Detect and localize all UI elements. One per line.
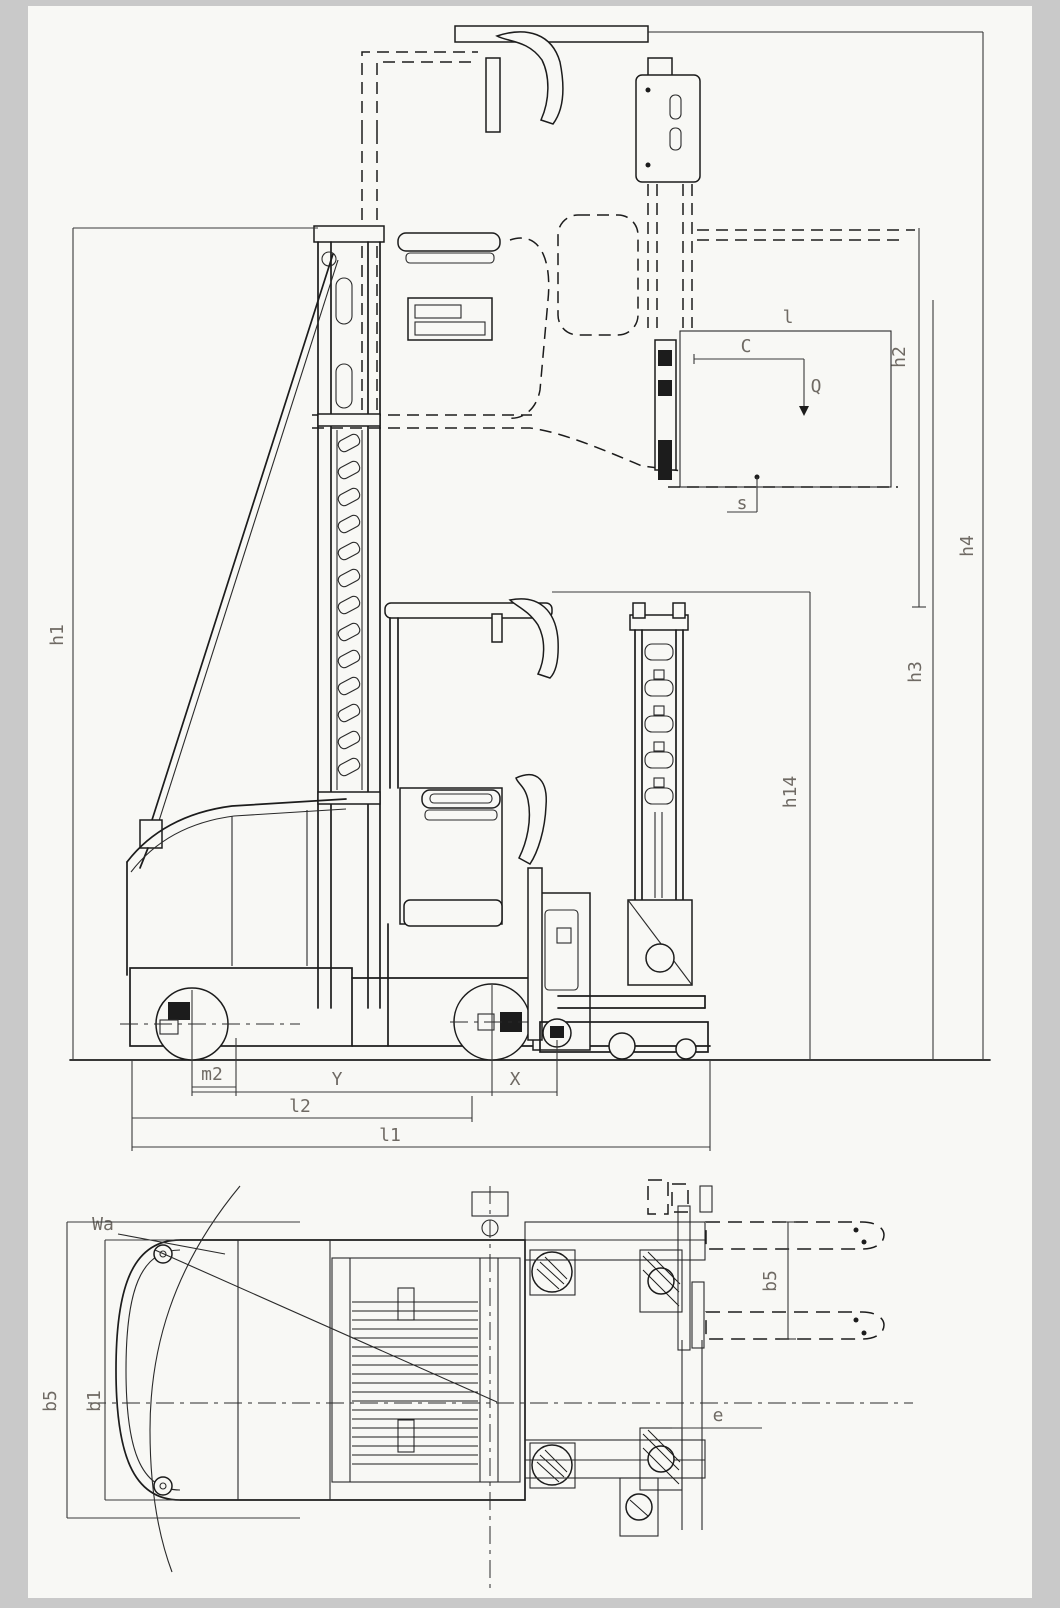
dim-label-Y: Y bbox=[331, 1069, 343, 1090]
dim-label-h3: h3 bbox=[905, 661, 926, 683]
dim-label-e: e bbox=[712, 1405, 724, 1426]
turning-radius bbox=[92, 1186, 240, 1572]
armrest bbox=[422, 790, 500, 808]
dim-label-l1: l1 bbox=[379, 1125, 401, 1146]
vertical-dimensions bbox=[47, 32, 983, 1060]
dim-label-m2: m2 bbox=[201, 1064, 223, 1085]
carriage-plate bbox=[528, 868, 542, 1040]
dim-label-h1: h1 bbox=[47, 624, 68, 646]
dim-label-l: l bbox=[782, 307, 794, 328]
fork-lower bbox=[706, 1312, 884, 1339]
dim-label-b5-overall: b5 bbox=[40, 1390, 61, 1412]
dim-label-h2: h2 bbox=[889, 346, 910, 368]
turning-radius-line bbox=[155, 1250, 497, 1402]
seat-cushion bbox=[404, 900, 502, 926]
drive-wheel bbox=[450, 984, 540, 1060]
dim-label-C: C bbox=[740, 336, 752, 357]
dim-label-X: X bbox=[509, 1069, 521, 1090]
mast bbox=[314, 226, 384, 1008]
dim-label-s: s bbox=[736, 493, 748, 514]
plan-drive-unit bbox=[472, 1192, 575, 1488]
plan-swivel-units bbox=[640, 1180, 712, 1490]
load-box bbox=[655, 307, 898, 514]
dim-label-h4: h4 bbox=[957, 535, 978, 557]
guard-rear-support bbox=[497, 32, 563, 124]
dim-label-b1: b1 bbox=[84, 1390, 105, 1412]
tilt-strut bbox=[140, 254, 338, 868]
mast-ladder-slots bbox=[336, 433, 361, 778]
dim-label-Wa: Wa bbox=[92, 1214, 114, 1235]
raised-fork-carriage bbox=[636, 58, 915, 328]
raised-cab-console bbox=[398, 233, 500, 340]
plan-view bbox=[40, 1180, 913, 1594]
plan-forks bbox=[706, 1222, 884, 1339]
plan-body bbox=[116, 1240, 525, 1500]
dim-label-l2: l2 bbox=[289, 1096, 311, 1117]
dim-label-b5-forks: b5 bbox=[760, 1270, 781, 1292]
fork-upper bbox=[706, 1222, 884, 1249]
load-arrow bbox=[799, 406, 809, 416]
side-view bbox=[47, 26, 990, 1151]
dim-label-Q: Q bbox=[810, 376, 822, 397]
dim-label-h14: h14 bbox=[780, 775, 801, 809]
plan-dimensions bbox=[40, 1222, 796, 1518]
control-handle bbox=[516, 775, 546, 864]
mast-hatch bbox=[352, 1302, 478, 1464]
raised-guard-roof bbox=[455, 26, 983, 132]
